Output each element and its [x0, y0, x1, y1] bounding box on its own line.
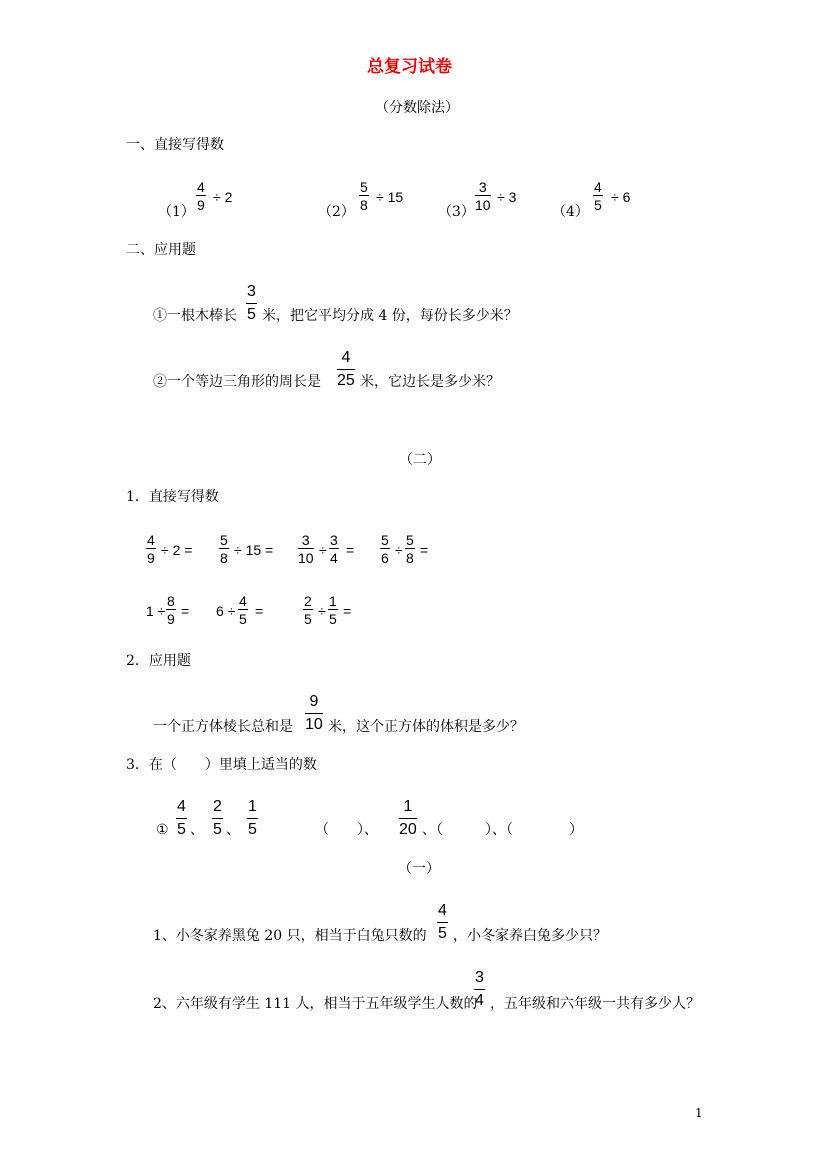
- fraction: 1 20: [399, 798, 417, 838]
- problem-text: 米，它边长是多少米？: [360, 374, 500, 390]
- numerator: 3: [478, 179, 487, 195]
- denominator: 9: [197, 197, 205, 213]
- equals-sign: =: [181, 603, 190, 619]
- fraction: 4 5: [239, 593, 247, 627]
- separator: 、: [226, 822, 240, 838]
- denominator: 5: [247, 306, 256, 323]
- section-heading: 1．直接写得数: [126, 489, 219, 505]
- problem-text: 1、小冬家养黑兔 20 只，相当于白兔只数的: [153, 928, 427, 944]
- operation-text: ÷ 15 =: [234, 542, 274, 558]
- page-subtitle: （分数除法）: [375, 100, 459, 116]
- denominator: 8: [360, 197, 368, 213]
- problem-text: ②一个等边三角形的周长是: [153, 374, 321, 390]
- fraction: [337, 350, 355, 389]
- operation-text: ÷ 2 =: [161, 542, 193, 558]
- fraction: [196, 180, 206, 212]
- numerator: 4: [341, 349, 351, 366]
- problem-text: ，五年级和六年级一共有多少人？: [490, 996, 700, 1012]
- numerator: 5: [360, 179, 368, 195]
- fraction: 5 6: [381, 532, 389, 566]
- problem-text: 一个正方体棱长总和是: [153, 719, 293, 735]
- equals-sign: =: [420, 542, 429, 558]
- denominator: 25: [337, 372, 355, 389]
- operation-text: ÷: [318, 603, 326, 619]
- numerator: 4: [594, 179, 602, 195]
- fraction: 2 5: [304, 593, 312, 627]
- operation-text: 1 ÷: [146, 603, 166, 619]
- section-heading: 3．在（ ）里填上适当的数: [126, 757, 317, 773]
- fraction: 4 5: [438, 902, 447, 942]
- operation-text: ÷ 15: [376, 189, 404, 205]
- answer-blank[interactable]: 、（ ）、（ ）: [422, 822, 583, 838]
- item-label: ①: [156, 822, 169, 838]
- item-label: （1）: [158, 204, 195, 220]
- fraction: 8 9: [167, 593, 175, 627]
- numerator: 4: [197, 179, 205, 195]
- section-heading: 2．应用题: [126, 653, 191, 669]
- operation-text: 6 ÷: [216, 603, 236, 619]
- operation-text: ÷: [395, 542, 403, 558]
- problem-text: 2、六年级有学生 111 人，相当于五年级学生人数的: [153, 996, 478, 1012]
- item-label: （3）: [438, 204, 475, 220]
- equals-sign: =: [346, 542, 355, 558]
- fraction: 1 5: [329, 593, 337, 627]
- fraction: 3 4: [475, 969, 484, 1009]
- answer-blank[interactable]: （ ）、: [315, 822, 378, 838]
- operation-text: ÷: [319, 542, 327, 558]
- fraction: 5 8: [406, 532, 414, 566]
- fraction: [475, 180, 491, 212]
- fraction: 4 9: [147, 532, 155, 566]
- operation-text: ÷ 2: [213, 189, 233, 205]
- fraction: 5 8: [220, 532, 228, 566]
- fraction: 1 5: [248, 798, 257, 838]
- fraction: 3 10: [298, 532, 314, 566]
- fraction: 3 4: [330, 532, 338, 566]
- fraction: [593, 180, 603, 212]
- fraction: 9 10: [305, 693, 323, 733]
- part-heading: （二）: [399, 452, 441, 468]
- equals-sign: =: [343, 603, 352, 619]
- operation-text: ÷ 6: [611, 189, 631, 205]
- problem-text: 米，这个正方体的体积是多少？: [328, 719, 524, 735]
- problem-text: ，小冬家养白兔多少只？: [453, 928, 607, 944]
- section-heading: 二、应用题: [126, 242, 196, 258]
- section-heading: 一、直接写得数: [126, 137, 224, 153]
- denominator: 10: [475, 197, 491, 213]
- item-label: （4）: [552, 204, 589, 220]
- page-number: 1: [695, 1106, 703, 1120]
- fraction: [359, 180, 369, 212]
- numerator: 3: [247, 283, 256, 300]
- page-title: 总复习试卷: [367, 57, 452, 77]
- part-heading: （一）: [398, 861, 440, 877]
- separator: 、: [190, 822, 204, 838]
- fraction: [246, 284, 257, 323]
- equals-sign: =: [255, 603, 264, 619]
- operation-text: ÷ 3: [497, 189, 517, 205]
- problem-text: ①一根木棒长: [153, 308, 237, 324]
- fraction: 4 5: [177, 798, 186, 838]
- denominator: 5: [594, 197, 602, 213]
- fraction: 2 5: [213, 798, 222, 838]
- problem-text: 米，把它平均分成 4 份，每份长多少米？: [262, 308, 518, 324]
- item-label: （2）: [318, 204, 355, 220]
